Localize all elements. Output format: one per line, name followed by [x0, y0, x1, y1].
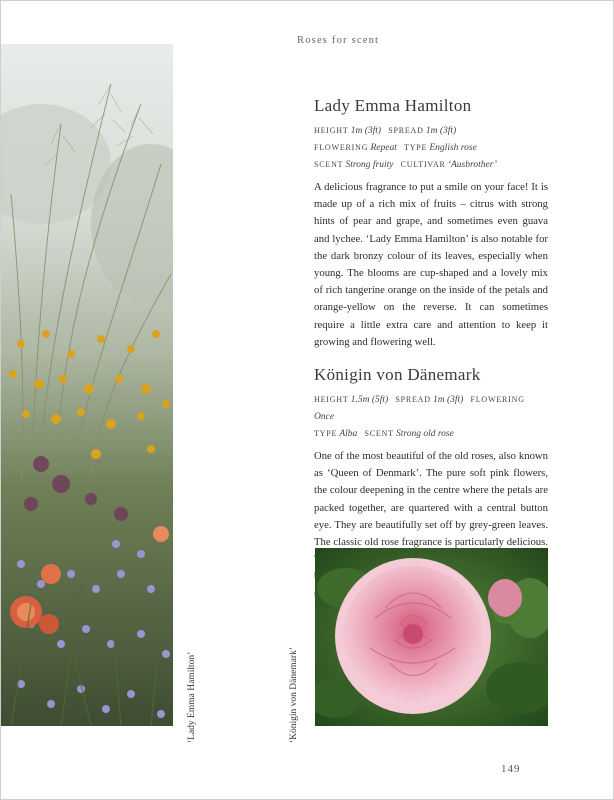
spec-label: HEIGHT — [314, 126, 349, 135]
rose-specs — [314, 122, 548, 173]
spec-label: TYPE — [404, 143, 428, 152]
spec-label: SPREAD — [388, 126, 424, 135]
rose-entry-lady-emma-hamilton — [314, 96, 548, 351]
spec-label: FLOWERING — [314, 143, 369, 152]
rose-title: Königin von Dänemark — [314, 365, 481, 385]
spec-line — [314, 156, 548, 173]
garden-border-photo — [1, 44, 173, 726]
spec-label: SCENT — [364, 429, 394, 439]
running-head: Roses for scent — [297, 35, 380, 46]
spec-value: 1.5m (5ft) — [350, 395, 389, 406]
spec-line — [314, 425, 548, 442]
spec-label: FLOWERING — [470, 395, 525, 405]
spec-value: Alba — [339, 429, 358, 440]
spec-label: HEIGHT — [314, 395, 349, 405]
spec-value: English rose — [429, 143, 477, 153]
text-column — [314, 96, 548, 603]
spec-label: TYPE — [314, 429, 338, 439]
spec-value: Strong old rose — [395, 429, 454, 440]
rose-description: A delicious fragrance to put a smile on your face! It is made up of a rich mix of fruits – citrus with strong hints of pear and grape, and sometimes even guava and lychee. ‘Lady Emma Hamilton’ is also notable for the dark bronzy colour of its leaves, especially when young. The blooms are cup-shaped and a lovely mix of rich tangerine orange on the inside of the petals and orange-yellow on the reverse. It can sometimes require a little extra care and attention to keep it growing and flowering well. — [314, 181, 548, 348]
spec-value: ‘Ausbrother’ — [447, 160, 497, 170]
spec-value: Strong fruity — [345, 160, 394, 170]
spec-label: CULTIVAR — [400, 160, 446, 169]
page-number: 149 — [501, 763, 521, 775]
spec-line — [314, 139, 548, 156]
rose-specs — [314, 391, 548, 442]
rose-description: One of the most beautiful of the old roses, also known as ‘Queen of Denmark’. The pure soft pink flowers, the colour deepening in the centre where the petals are packed together, are quartered with a central button eye. They are beautifully set off by grey-green leaves. The classic old rose fragrance is particularly delicious. — [314, 450, 548, 549]
caption-konigin-von-danemark: ‘Königin von Dänemark’ — [289, 646, 299, 743]
spec-value: Repeat — [370, 143, 397, 153]
spec-value: 1m (3ft) — [425, 126, 457, 136]
rose-title: Lady Emma Hamilton — [314, 96, 472, 115]
spec-label: SPREAD — [395, 395, 431, 405]
spec-line — [314, 391, 548, 425]
spec-value: Once — [314, 412, 335, 423]
spec-value: 1m (3ft) — [350, 126, 382, 136]
spec-line — [314, 122, 548, 139]
spec-label: SCENT — [314, 160, 344, 169]
spec-value: 1m (3ft) — [433, 395, 464, 406]
caption-lady-emma-hamilton: ‘Lady Emma Hamilton’ — [187, 651, 197, 743]
pink-rose-photo — [315, 548, 548, 726]
